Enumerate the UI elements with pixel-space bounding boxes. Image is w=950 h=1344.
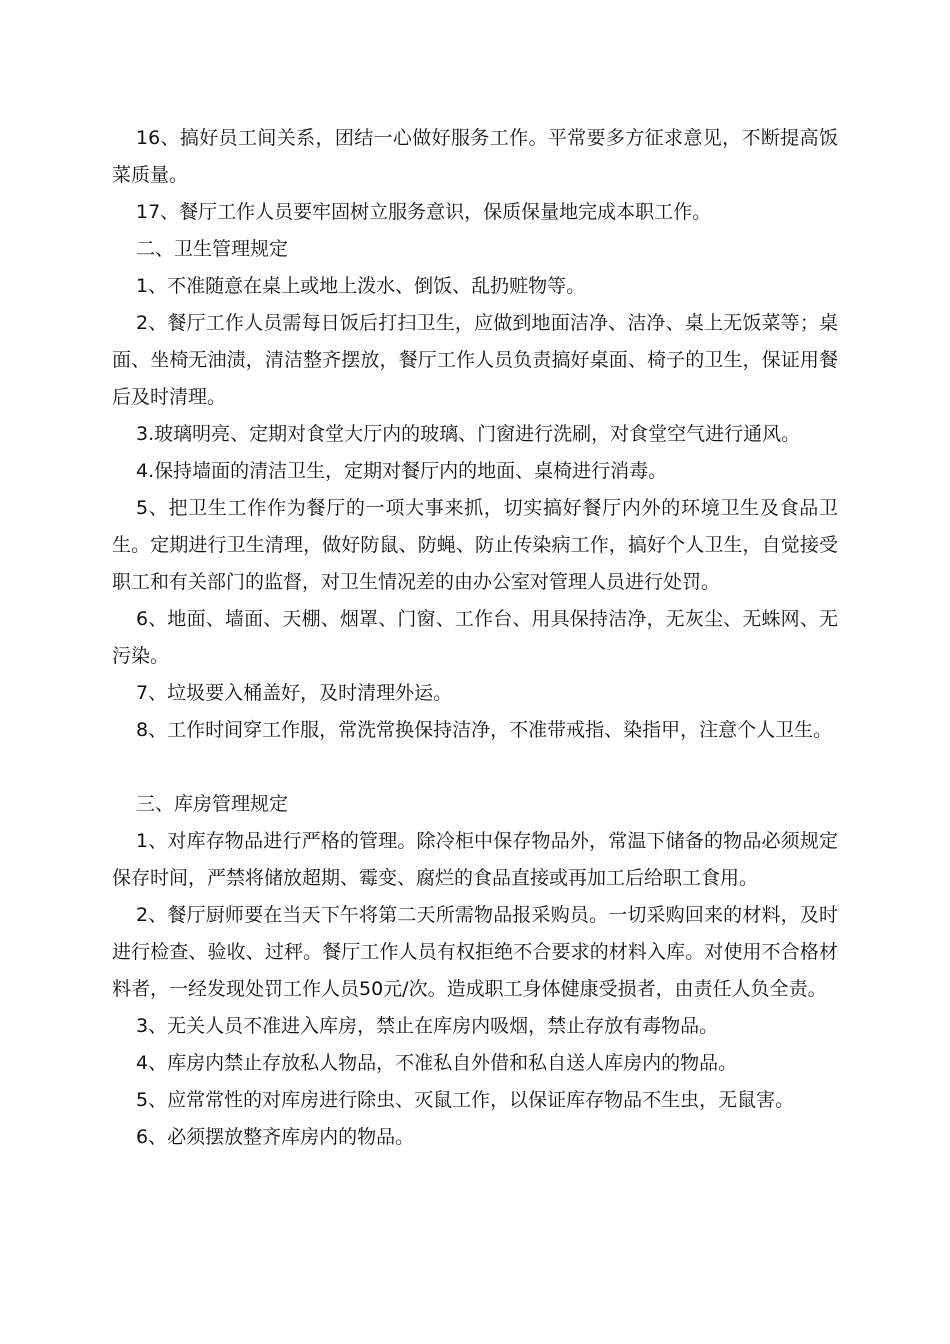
storage-rule-3: 3、无关人员不准进入库房，禁止在库房内吸烟，禁止存放有毒物品。 (136, 1015, 719, 1037)
hygiene-rule-8: 8、工作时间穿工作服，常洗常换保持洁净，不准带戒指、染指甲，注意个人卫生。 (136, 719, 833, 741)
paragraph-item-17: 17、餐厅工作人员要牢固树立服务意识，保质保量地完成本职工作。 (136, 201, 712, 223)
blank-line (112, 749, 838, 786)
hygiene-rule-4: 4.保持墙面的清洁卫生，定期对餐厅内的地面、桌椅进行消毒。 (136, 460, 668, 482)
hygiene-rule-1: 1、不准随意在桌上或地上泼水、倒饭、乱扔赃物等。 (136, 275, 586, 297)
section-heading-storage: 三、库房管理规定 (136, 793, 289, 815)
hygiene-rule-2: 2、餐厅工作人员需每日饭后打扫卫生，应做到地面洁净、洁净、桌上无饭菜等；桌面、坐椅无油渍，清洁整齐摆放，餐厅工作人员负责搞好桌面、椅子的卫生，保证用餐后及时清理。 (112, 312, 838, 408)
hygiene-rule-7: 7、垃圾要入桶盖好，及时清理外运。 (136, 682, 453, 704)
storage-rule-2: 2、餐厅厨师要在当天下午将第二天所需物品报采购员。一切采购回来的材料，及时进行检查、验收、过秤。餐厅工作人员有权拒绝不合要求的材料入库。对使用不合格材料者，一经发现处罚工作人员50元/次。造成职工身体健康受损者，由责任人负全责。 (112, 904, 838, 1000)
hygiene-rule-3: 3.玻璃明亮、定期对食堂大厅内的玻璃、门窗进行洗刷，对食堂空气进行通风。 (136, 423, 801, 445)
hygiene-rule-5: 5、把卫生工作作为餐厅的一项大事来抓，切实搞好餐厅内外的环境卫生及食品卫生。定期进行卫生清理，做好防鼠、防蝇、防止传染病工作，搞好个人卫生，自觉接受职工和有关部门的监督，对卫生情况差的由办公室对管理人员进行处罚。 (112, 497, 838, 593)
storage-rule-5: 5、应常常性的对库房进行除虫、灭鼠工作，以保证库存物品不生虫，无鼠害。 (136, 1089, 795, 1111)
storage-rule-4: 4、库房内禁止存放私人物品，不准私自外借和私自送人库房内的物品。 (136, 1052, 738, 1074)
storage-rule-6: 6、必须摆放整齐库房内的物品。 (136, 1126, 415, 1148)
document-body (112, 120, 838, 1156)
hygiene-rule-6: 6、地面、墙面、天棚、烟罩、门窗、工作台、用具保持洁净，无灰尘、无蛛网、无污染。 (112, 608, 838, 667)
storage-rule-1: 1、对库存物品进行严格的管理。除冷柜中保存物品外，常温下储备的物品必须规定保存时间，严禁将储放超期、霉变、腐烂的食品直接或再加工后给职工食用。 (112, 830, 838, 889)
paragraph-item-16: 16、搞好员工间关系，团结一心做好服务工作。平常要多方征求意见，不断提高饭菜质量。 (112, 127, 838, 186)
section-heading-hygiene: 二、卫生管理规定 (136, 238, 289, 260)
